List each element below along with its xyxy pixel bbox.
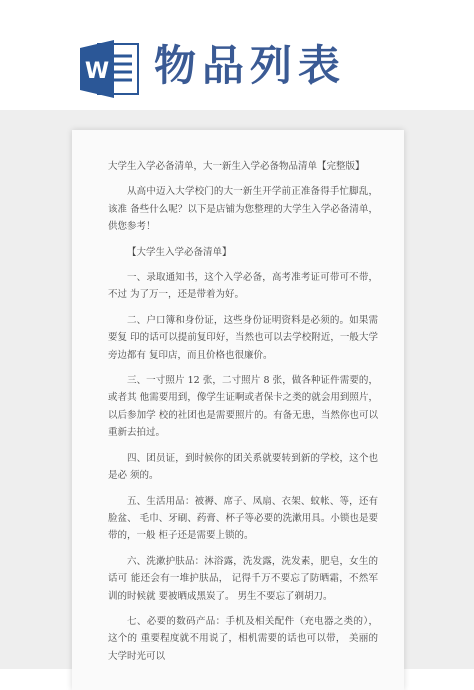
word-icon-letter: W [84, 59, 110, 84]
doc-paragraph: 七、必要的数码产品：手机及相关配件（充电器之类的），这个的 重要程度就不用说了，相机需要的话也可以带， 美丽的大学时光可以 [108, 615, 378, 662]
word-document-icon [78, 36, 144, 102]
doc-paragraph: 一、录取通知书，这个入学必备，高考准考证可带可不带，不过 为了万一，还是带着为好。 [108, 272, 378, 301]
doc-paragraph: 从高中迈入大学校门的大一新生开学前正准备得手忙脚乱，该准 备些什么呢？以下是店铺为您整理的大学生入学必备清单，供您参考！ [108, 186, 378, 233]
document-content [108, 158, 378, 673]
doc-paragraph: 二、户口簿和身份证，这些身份证明资料是必须的。如果需要复 印的话可以提前复印好，当然也可以去学校附近，一般大学旁边都有 复印店，而且价格也很廉价。 [108, 314, 378, 361]
doc-paragraph: 三、一寸照片 12 张，二寸照片 8 张，做各种证件需要的，或者其 他需要用到，像学生证啊或者保卡之类的就会用到照片，以后参加学 校的社团也是需要照片的。有备无患，当然你也可以重新去拍过。 [108, 375, 378, 439]
page-title: 物品列表 [154, 41, 347, 90]
doc-heading: 大学生入学必备清单，大一新生入学必备物品清单【完整版】 [108, 161, 365, 172]
doc-paragraph: 五、生活用品：被褥、席子、凤扇、衣架、蚊帐、等，还有脸盆、 毛巾、牙刷、药膏、杯子等必要的洗漱用具。小锁也是要带的，一般 柜子还是需要上锁的。 [108, 495, 378, 542]
doc-paragraph: 四、团员证，到时候你的团关系就要转到新的学校，这个也是必 须的。 [108, 452, 378, 482]
page-header [0, 0, 474, 110]
doc-section-heading: 【大学生入学必备清单】 [127, 246, 232, 258]
doc-paragraph: 六、洗漱护肤品：沐浴露，洗发露，洗发素，肥皂，女生的话可 能还会有一堆护肤品， 记得千万不要忘了防晒霜，不然军训的时候就 要被晒成黑炭了。 男生不要忘了剃胡刀。 [108, 555, 378, 602]
